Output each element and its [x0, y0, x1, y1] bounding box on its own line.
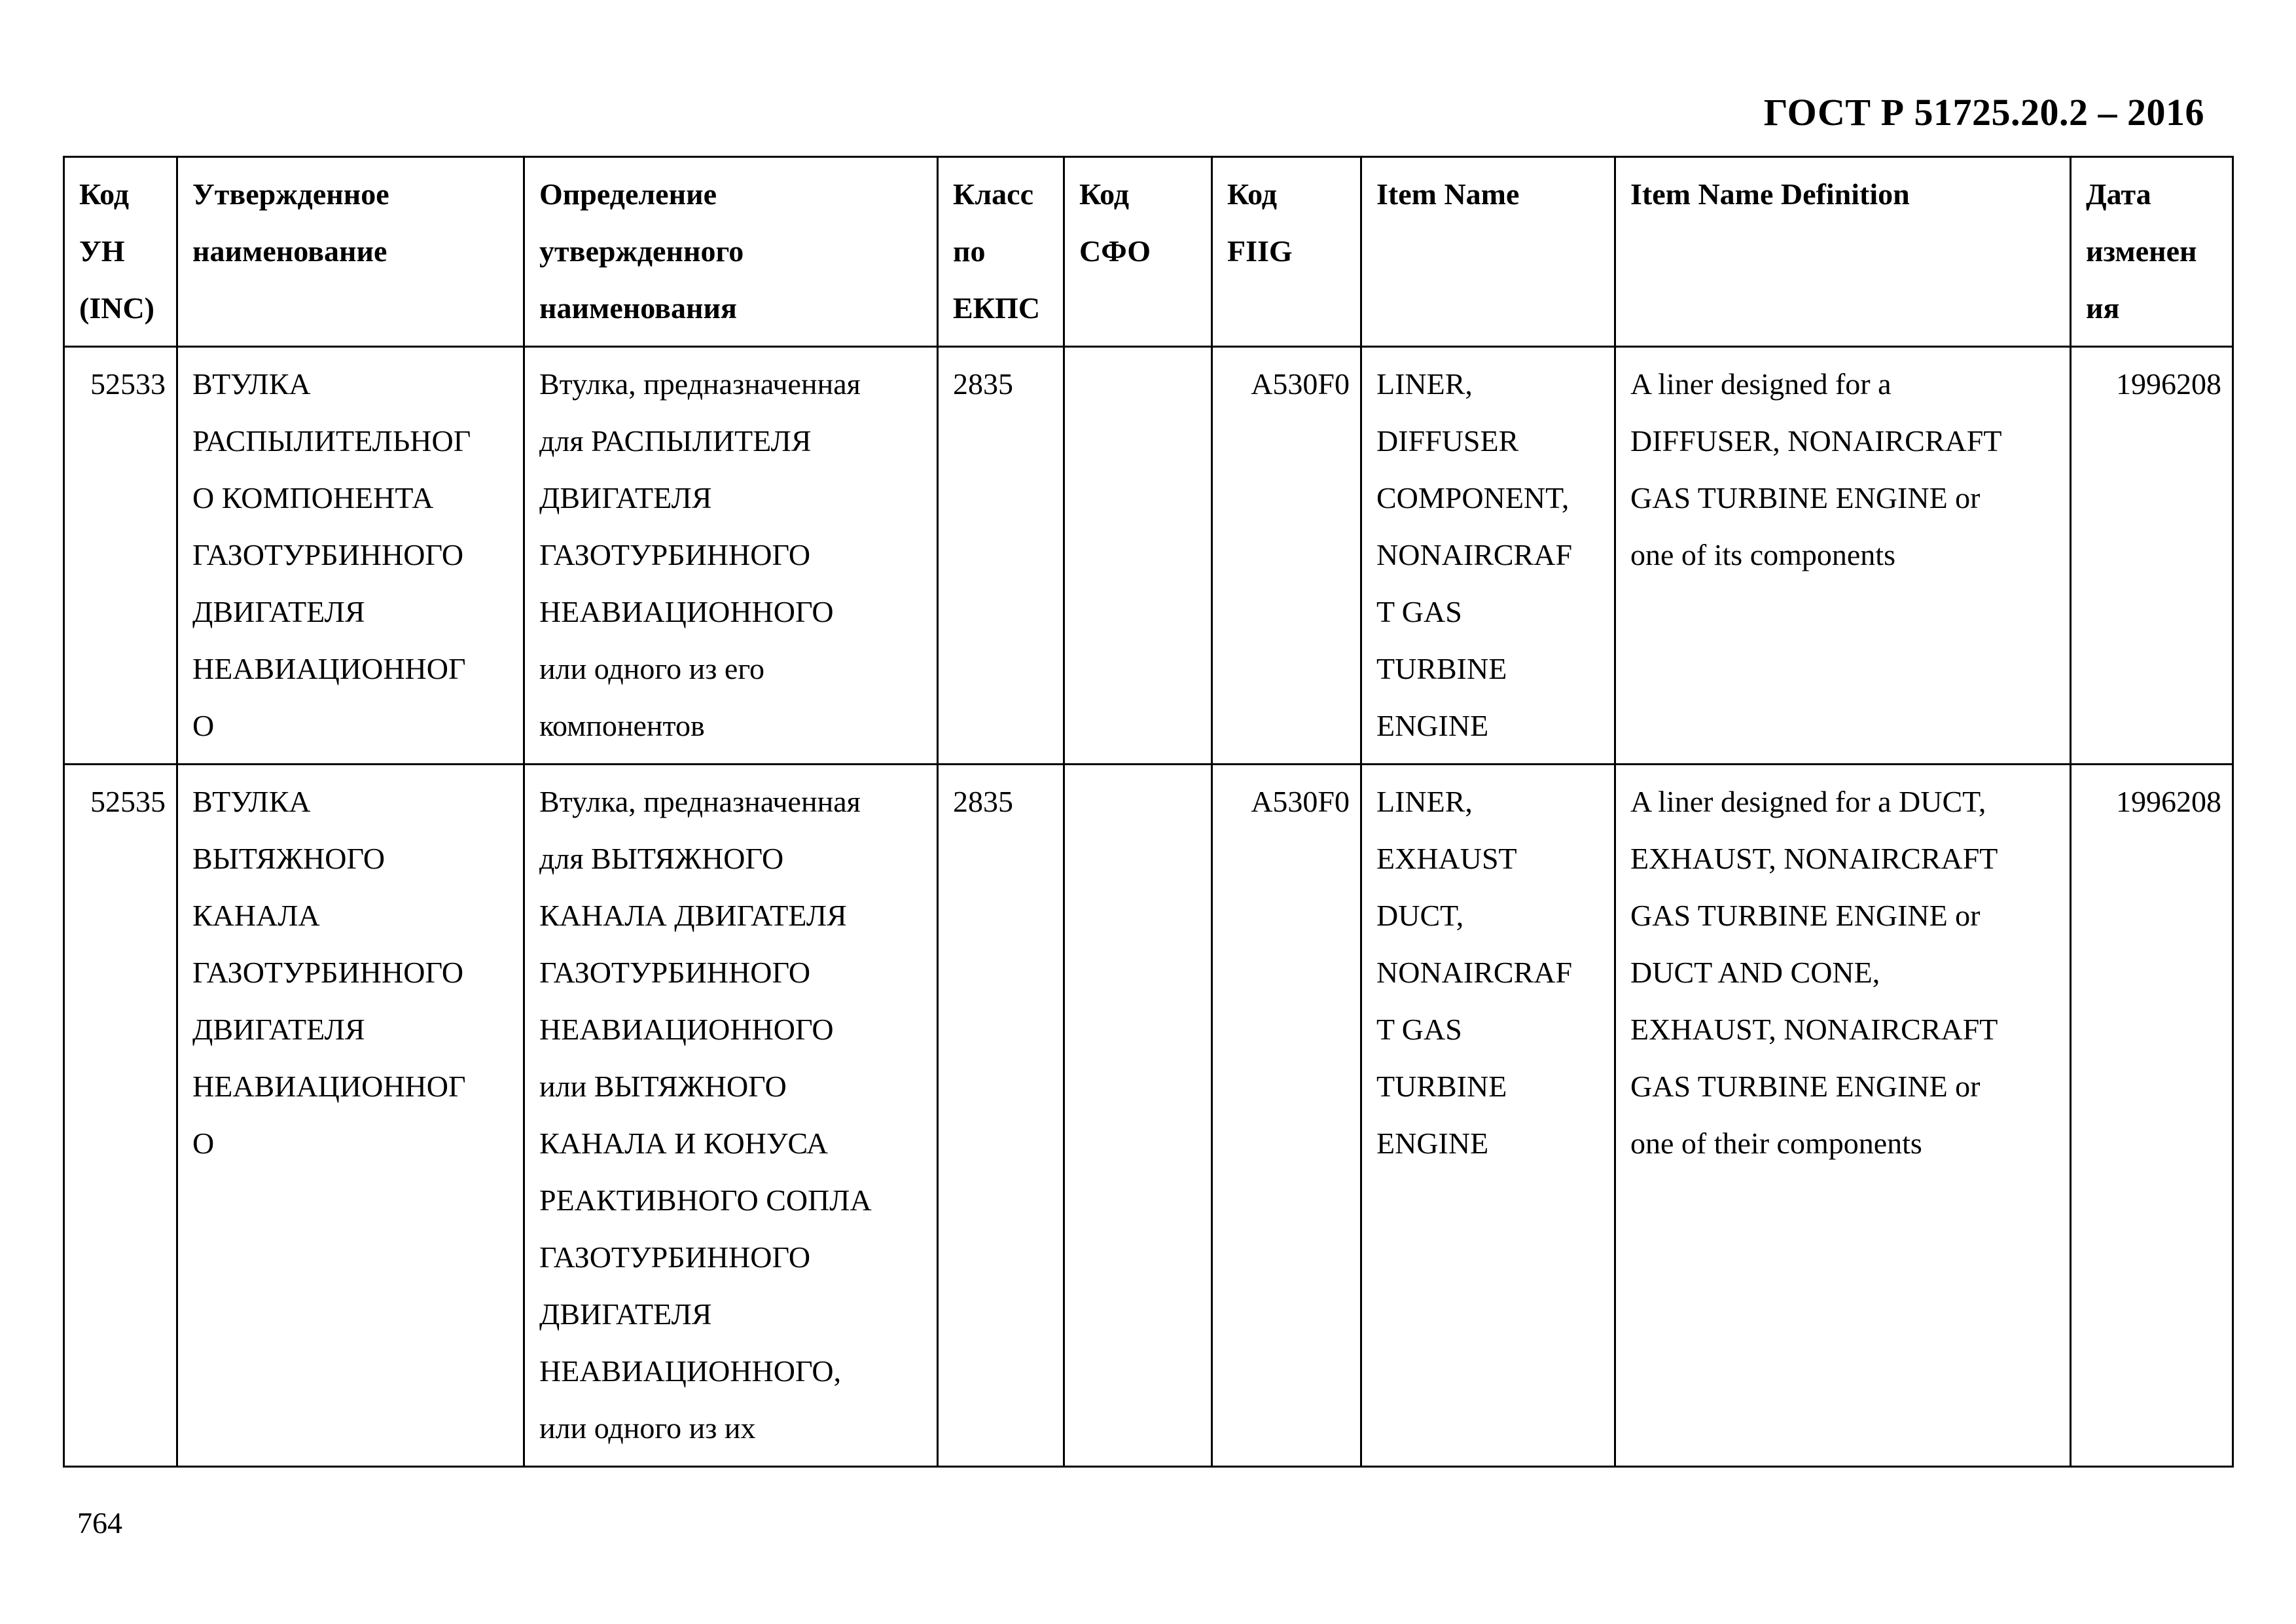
column-header-sfo-code [1064, 157, 1212, 347]
cell-fiig-code [1212, 765, 1361, 1467]
cell-text-line: EXHAUST [1376, 842, 1517, 875]
cell-text-line: Определение [539, 177, 717, 211]
cell-text-line: ГАЗОТУРБИННОГО [192, 956, 464, 989]
cell-text-line: РАСПЫЛИТЕЛЬНОГ [192, 424, 471, 458]
table-row [64, 347, 2233, 765]
cell-text-line: ГАЗОТУРБИННОГО [539, 1240, 811, 1274]
cell-text-line: Класс [953, 177, 1033, 211]
cell-text-line: Втулка, предназначенная [539, 785, 861, 818]
cell-text-line: LINER, [1376, 785, 1473, 818]
cell-text-line: DIFFUSER, NONAIRCRAFT [1630, 424, 2002, 458]
cell-ekps-class [938, 765, 1064, 1467]
cell-text-line: УН [79, 234, 125, 268]
cell-text-line: НЕАВИАЦИОННОГО, [539, 1354, 842, 1388]
cell-text-line: TURBINE [1376, 1070, 1507, 1103]
cell-fiig-code [1212, 347, 1361, 765]
cell-text-line: Утвержденное [192, 177, 389, 211]
cell-sfo-code [1064, 347, 1212, 765]
cell-text-line: СФО [1079, 234, 1151, 268]
cell-text-line: КАНАЛА ДВИГАТЕЛЯ [539, 899, 847, 932]
cell-text-line: FIIG [1227, 234, 1293, 268]
cell-text-line: A530F0 [1251, 367, 1350, 401]
cell-text-line: наименования [539, 291, 737, 325]
column-header-inc-code [64, 157, 177, 347]
cell-text-line: 2835 [953, 367, 1013, 401]
cell-text-line: one of its components [1630, 538, 1895, 571]
cell-text-line: НЕАВИАЦИОННОГ [192, 1070, 466, 1103]
document-standard-title: ГОСТ Р 51725.20.2 – 2016 [1763, 91, 2204, 134]
cell-text-line: GAS TURBINE ENGINE or [1630, 1070, 1981, 1103]
cell-text-line: 52533 [90, 367, 166, 401]
cell-text-line: 52535 [90, 785, 166, 818]
column-header-fiig-code [1212, 157, 1361, 347]
cell-text-line: ENGINE [1376, 1127, 1489, 1160]
cell-approved-name [177, 347, 524, 765]
cell-text-line: 2835 [953, 785, 1013, 818]
cell-approved-name-definition [524, 765, 938, 1467]
cell-text-line: GAS TURBINE ENGINE or [1630, 899, 1981, 932]
cell-text-line: Код [79, 177, 130, 211]
cell-change-date [2071, 347, 2233, 765]
cell-text-line: КАНАЛА [192, 899, 320, 932]
cell-text-line: наименование [192, 234, 387, 268]
cell-inc-code [64, 347, 177, 765]
cell-text-line: ВЫТЯЖНОГО [192, 842, 386, 875]
cell-text-line: DUCT, [1376, 899, 1464, 932]
cell-text-line: О [192, 1127, 215, 1160]
cell-text-line: ЕКПС [953, 291, 1041, 325]
column-header-ekps-class [938, 157, 1064, 347]
page-number: 764 [77, 1506, 122, 1540]
cell-text-line: или одного из их [539, 1411, 756, 1445]
cell-text-line: ГАЗОТУРБИННОГО [539, 538, 811, 571]
column-header-approved-name-definition [524, 157, 938, 347]
cell-inc-code [64, 765, 177, 1467]
cell-text-line: Код [1079, 177, 1130, 211]
cell-text-line: A liner designed for a DUCT, [1630, 785, 1986, 818]
cell-text-line: ГАЗОТУРБИННОГО [539, 956, 811, 989]
cell-approved-name [177, 765, 524, 1467]
cell-sfo-code [1064, 765, 1212, 1467]
cell-text-line: Втулка, предназначенная [539, 367, 861, 401]
cell-text-line: ВТУЛКА [192, 367, 311, 401]
cell-text-line: утвержденного [539, 234, 744, 268]
cell-text-line: NONAIRCRAF [1376, 956, 1573, 989]
cell-text-line: изменен [2086, 234, 2197, 268]
cell-text-line: О [192, 709, 215, 742]
cell-text-line: 1996208 [2116, 785, 2221, 818]
cell-item-name [1361, 765, 1615, 1467]
cell-text-line: A liner designed for a [1630, 367, 1892, 401]
cell-text-line: РЕАКТИВНОГО СОПЛА [539, 1183, 872, 1217]
cell-text-line: или одного из его [539, 652, 765, 685]
cell-text-line: или ВЫТЯЖНОГО [539, 1070, 787, 1103]
cell-text-line: EXHAUST, NONAIRCRAFT [1630, 1013, 1998, 1046]
cell-ekps-class [938, 347, 1064, 765]
cell-change-date [2071, 765, 2233, 1467]
item-name-registry-table [63, 156, 2234, 1468]
table-header-row [64, 157, 2233, 347]
cell-text-line: О КОМПОНЕНТА [192, 481, 434, 514]
cell-text-line: ENGINE [1376, 709, 1489, 742]
cell-text-line: EXHAUST, NONAIRCRAFT [1630, 842, 1998, 875]
table-row [64, 765, 2233, 1467]
cell-text-line: DIFFUSER [1376, 424, 1519, 458]
column-header-item-name [1361, 157, 1615, 347]
cell-item-name [1361, 347, 1615, 765]
cell-item-name-definition [1615, 765, 2071, 1467]
cell-text-line: TURBINE [1376, 652, 1507, 685]
cell-text-line: one of their components [1630, 1127, 1922, 1160]
cell-text-line [1079, 355, 1196, 412]
cell-text-line: 1996208 [2116, 367, 2221, 401]
cell-text-line: компонентов [539, 709, 705, 742]
cell-text-line [1079, 773, 1196, 830]
cell-text-line: COMPONENT, [1376, 481, 1570, 514]
cell-text-line: T GAS [1376, 595, 1462, 628]
cell-text-line: A530F0 [1251, 785, 1350, 818]
column-header-item-name-definition [1615, 157, 2071, 347]
cell-text-line: НЕАВИАЦИОННОГО [539, 595, 834, 628]
cell-text-line: DUCT AND CONE, [1630, 956, 1880, 989]
cell-text-line: ВТУЛКА [192, 785, 311, 818]
cell-text-line: по [953, 234, 986, 268]
cell-text-line: Код [1227, 177, 1278, 211]
cell-text-line: КАНАЛА И КОНУСА [539, 1127, 829, 1160]
cell-item-name-definition [1615, 347, 2071, 765]
column-header-change-date [2071, 157, 2233, 347]
cell-text-line: для РАСПЫЛИТЕЛЯ [539, 424, 812, 458]
cell-text-line: (INC) [79, 291, 154, 325]
cell-text-line: ГАЗОТУРБИННОГО [192, 538, 464, 571]
cell-text-line: Item Name Definition [1630, 177, 1910, 211]
cell-text-line: ДВИГАТЕЛЯ [192, 595, 365, 628]
cell-text-line: GAS TURBINE ENGINE or [1630, 481, 1981, 514]
column-header-approved-name [177, 157, 524, 347]
cell-text-line: НЕАВИАЦИОННОГО [539, 1013, 834, 1046]
cell-text-line: ДВИГАТЕЛЯ [192, 1013, 365, 1046]
cell-approved-name-definition [524, 347, 938, 765]
cell-text-line: T GAS [1376, 1013, 1462, 1046]
cell-text-line: ДВИГАТЕЛЯ [539, 1297, 712, 1331]
cell-text-line: ДВИГАТЕЛЯ [539, 481, 712, 514]
cell-text-line: ия [2086, 291, 2120, 325]
cell-text-line: НЕАВИАЦИОННОГ [192, 652, 466, 685]
cell-text-line: для ВЫТЯЖНОГО [539, 842, 784, 875]
cell-text-line: Item Name [1376, 177, 1520, 211]
cell-text-line: Дата [2086, 177, 2151, 211]
cell-text-line: NONAIRCRAF [1376, 538, 1573, 571]
cell-text-line: LINER, [1376, 367, 1473, 401]
